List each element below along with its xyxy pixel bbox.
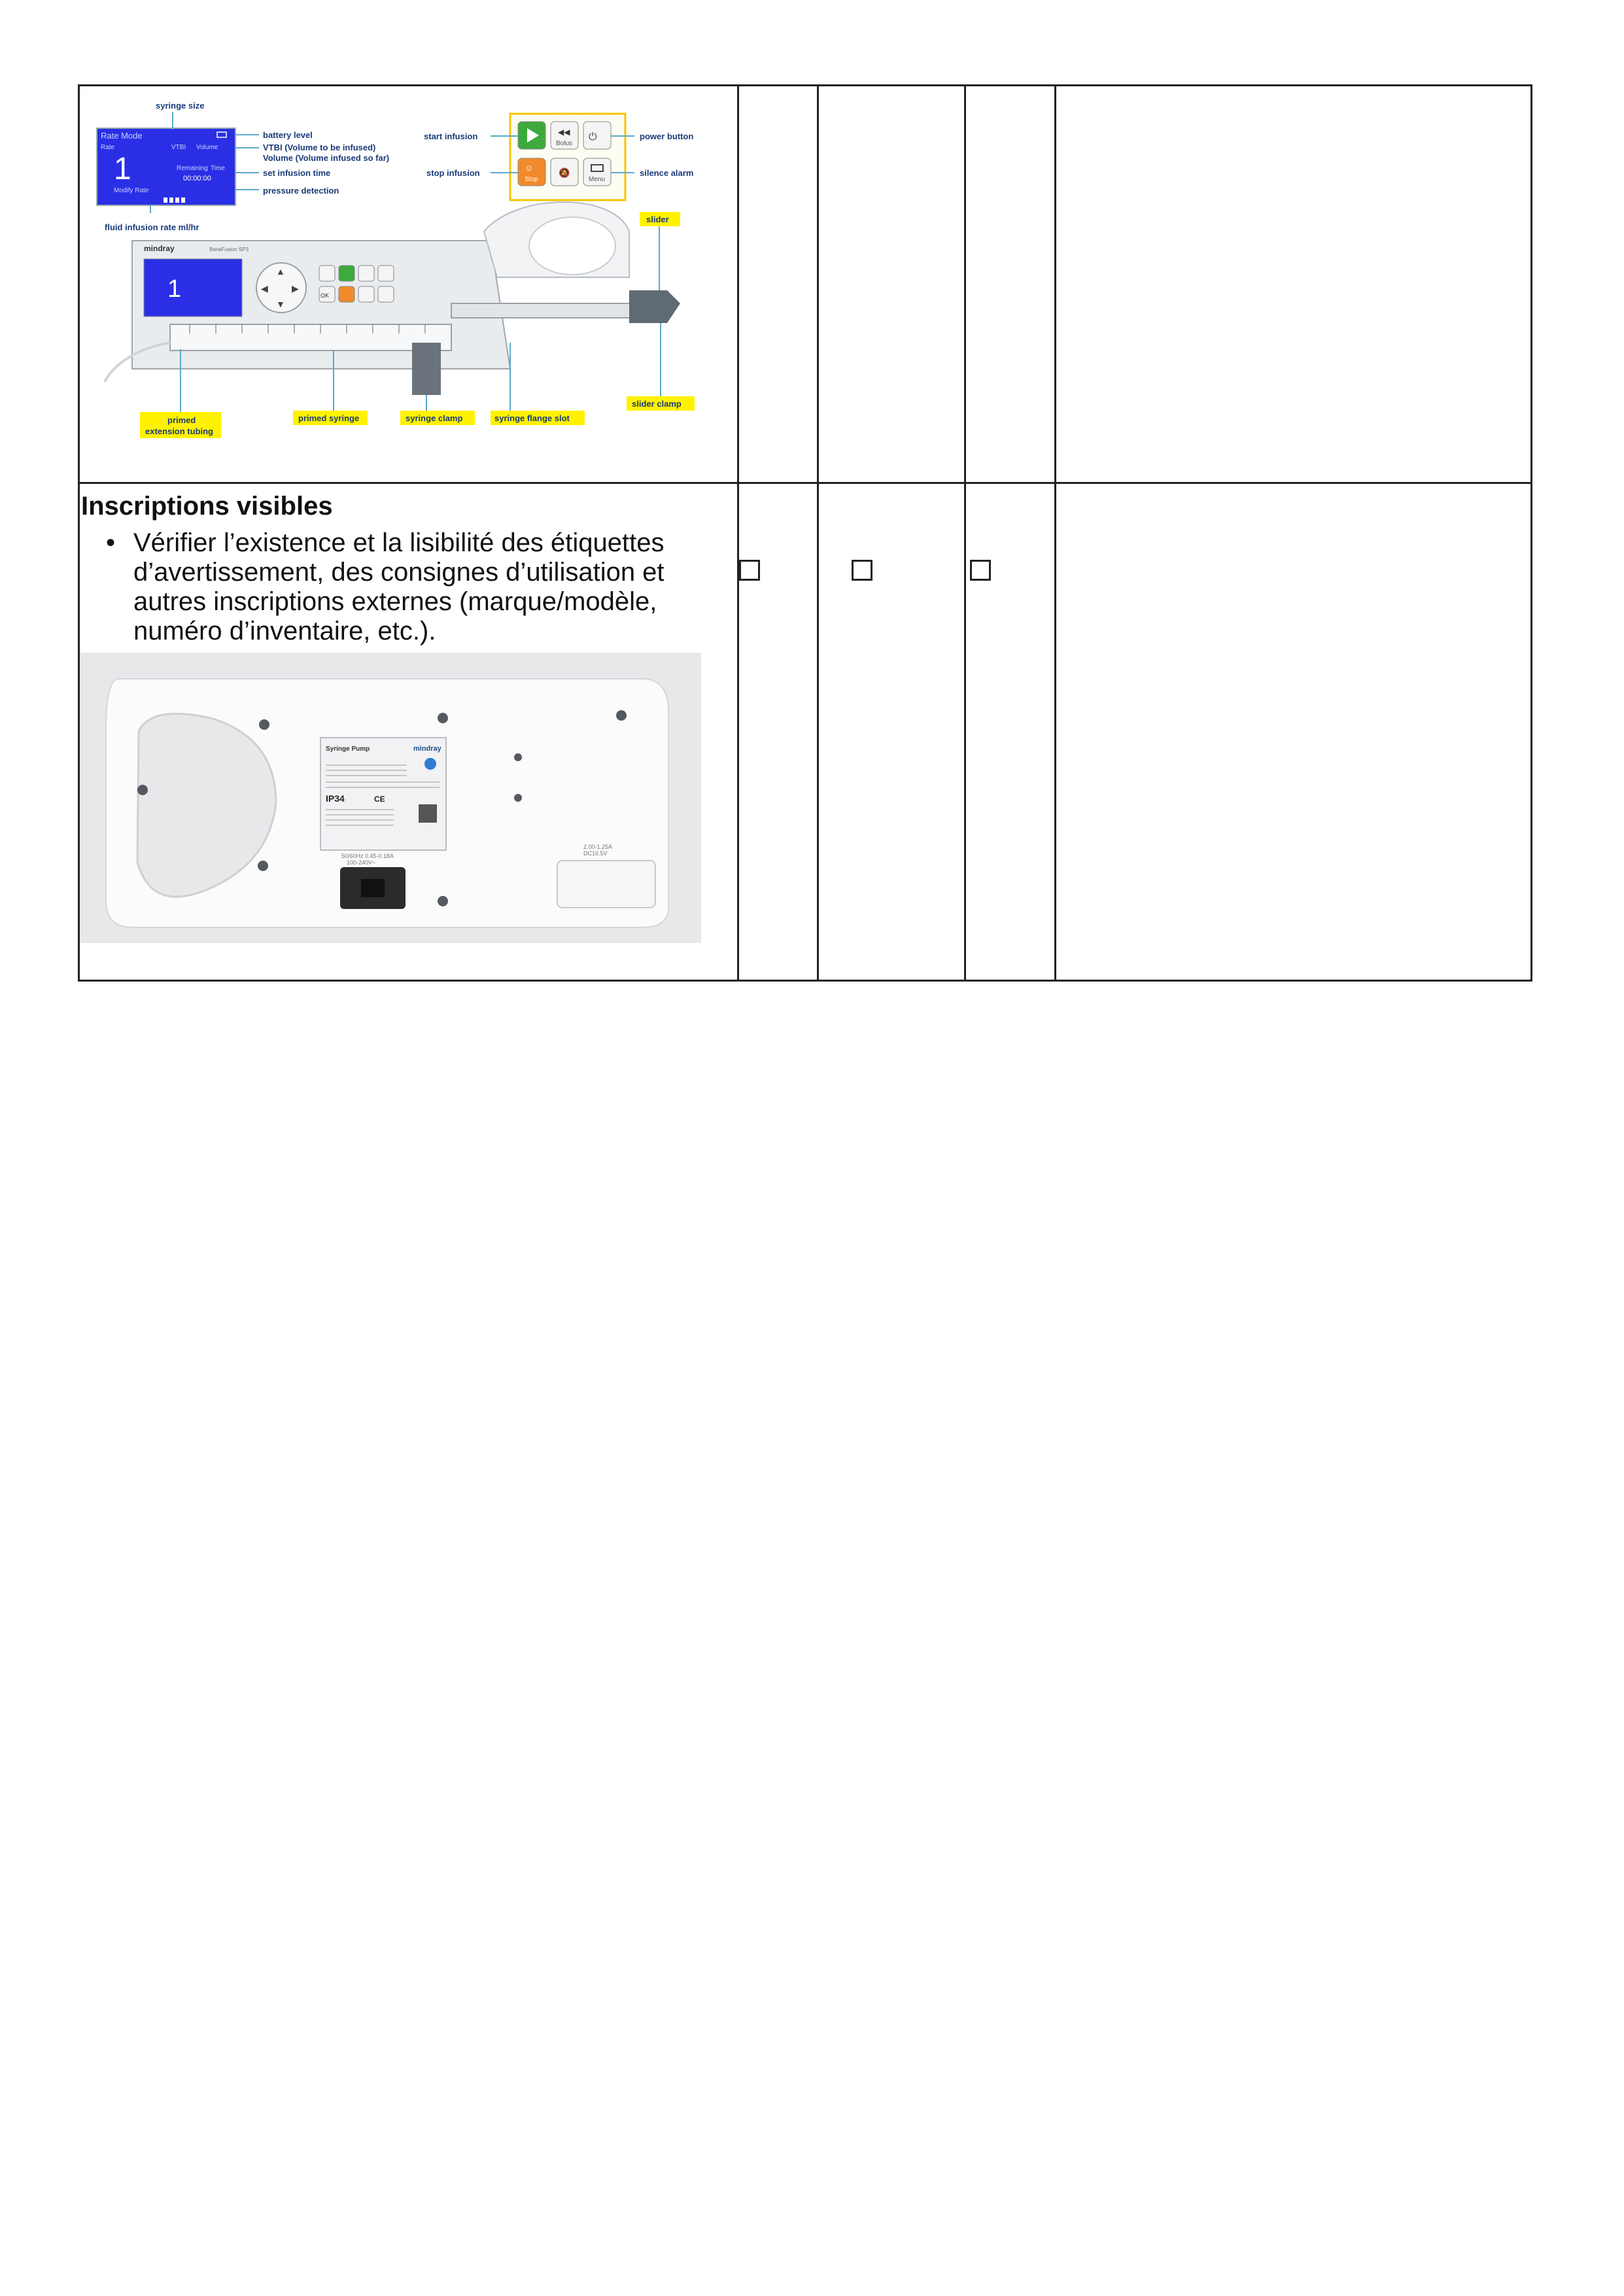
checkbox-col-2[interactable] (852, 560, 872, 581)
menu-key-label: Menu (589, 176, 606, 183)
pump-screen-value: 1 (167, 275, 182, 303)
ok-key-label: OK (320, 292, 330, 299)
bullet-line-4: numéro d’inventaire, etc.). (133, 617, 436, 645)
power-rating-2: 50/60Hz 0.45-0.18A (341, 853, 394, 859)
plunger-rod (451, 303, 641, 318)
label-silence: silence alarm (640, 168, 694, 178)
svg-text:▼: ▼ (276, 299, 285, 309)
bullet-dot: • (106, 528, 116, 557)
screen-modify: Modify Rate (114, 187, 149, 194)
label-brand: mindray (413, 745, 441, 753)
label-stop: stop infusion (426, 168, 480, 178)
label-title: Syringe Pump (326, 745, 370, 753)
label-pressure: pressure detection (263, 186, 339, 196)
pump-screen (144, 259, 242, 317)
power-rating-1: 100-240V~ (347, 859, 376, 866)
label-slider: slider (646, 214, 669, 224)
bullet-line-1: Vérifier l’existence et la lisibilité des étiquettes (133, 528, 665, 557)
screen-vtbi-label: VTBI (171, 144, 186, 151)
stop-key-label: Stop (525, 176, 538, 183)
screen-rate-label: Rate (101, 144, 115, 151)
ce-mark: CE (374, 795, 385, 804)
column-divider (964, 86, 966, 980)
label-battery-level: battery level (263, 130, 313, 140)
label-primed-tubing-1: primed (167, 415, 196, 425)
svg-text:☺: ☺ (525, 163, 534, 173)
syringe-clamp-part (412, 343, 441, 395)
silence-icon: 🔕 (559, 167, 570, 178)
power-key (583, 122, 611, 149)
syringe-pump-diagram (92, 94, 719, 476)
screen-volume-label: Volume (196, 144, 218, 151)
column-divider (1054, 86, 1056, 980)
svg-text:▶: ▶ (292, 283, 299, 294)
svg-text:◀: ◀ (261, 283, 268, 294)
pump-rear-photo (80, 653, 701, 943)
screen-remaining-label: Remaining (177, 165, 208, 172)
pump-brand: mindray (144, 244, 175, 253)
dc-rating-1: DC16.5V (583, 850, 608, 857)
label-slider-clamp: slider clamp (632, 399, 682, 409)
pump-model: BeneFusion SP3 (209, 247, 249, 252)
info-icon (424, 758, 436, 770)
bolus-key-label: Bolus (556, 140, 573, 147)
label-set-time: set infusion time (263, 168, 331, 178)
checkbox-col-1[interactable] (739, 560, 760, 581)
power-icon: ⏻ (589, 131, 597, 143)
screen-time-value: 00:00:00 (183, 175, 211, 182)
syringe-barrel (170, 324, 451, 351)
svg-text:▲: ▲ (276, 266, 285, 277)
section-title: Inscriptions visibles (81, 492, 333, 521)
dc-port-cover (557, 861, 655, 908)
svg-text:◀◀: ◀◀ (558, 128, 570, 137)
column-divider (817, 86, 819, 980)
bullet-line-2: d’avertissement, des consignes d’utilisation et (133, 558, 665, 587)
ip-rating: IP34 (326, 793, 345, 804)
label-power: power button (640, 131, 694, 141)
label-vtbi: VTBI (Volume to be infused) (263, 143, 376, 152)
label-syringe-size: syringe size (156, 101, 205, 111)
label-fluid-rate: fluid infusion rate ml/hr (105, 222, 199, 232)
label-primed-tubing-2: extension tubing (145, 426, 213, 436)
row-divider (80, 482, 1530, 484)
bullet-line-3: autres inscriptions externes (marque/modèle, (133, 587, 657, 616)
checkbox-col-3[interactable] (970, 560, 991, 581)
label-primed-syringe: primed syringe (298, 413, 360, 423)
screen-rate-value: 1 (114, 152, 131, 186)
screen-time-label: Time (211, 165, 225, 172)
label-flange-slot: syringe flange slot (494, 413, 570, 423)
bullet-text (133, 528, 787, 646)
qr-code-icon (419, 804, 437, 823)
label-syringe-clamp: syringe clamp (406, 413, 463, 423)
dc-rating-2: 2.00-1.25A (583, 844, 613, 850)
label-start: start infusion (424, 131, 478, 141)
label-volume: Volume (Volume infused so far) (263, 153, 390, 163)
screen-mode: Rate Mode (101, 131, 143, 141)
